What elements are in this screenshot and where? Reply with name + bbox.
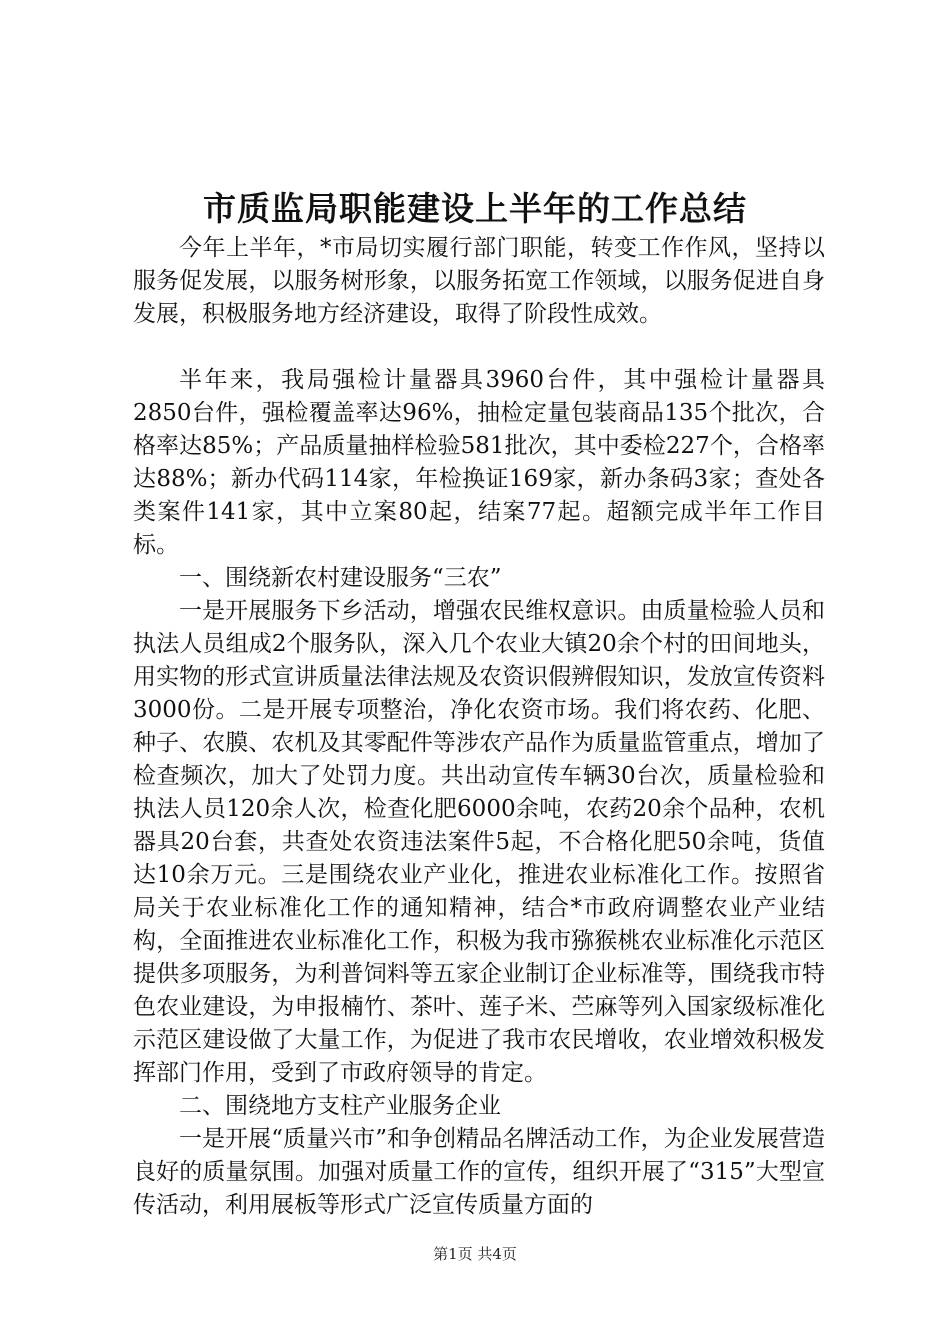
paragraph-section-2: 一是开展“质量兴市”和争创精品名牌活动工作，为企业发展营造良好的质量氛围。加强对质量工作的宣传，组织开展了“315”大型宣传活动，利用展板等形式广泛宣传质量方面的 xyxy=(133,1126,825,1218)
paragraph-statistics: 半年来，我局强检计量器具3960台件，其中强检计量器具2850台件，强检覆盖率达96%，抽检定量包装商品135个批次，合格率达85%；产品质量抽样检验581批次，其中委检227个，合格率达88%；新办代码114家，年检换证169家，新办条码3家；查处各类案件141家，其中立案80起，结案77起。超额完成半年工作目标。 xyxy=(133,367,825,558)
document-body xyxy=(133,232,825,1222)
document-title: 市质监局职能建设上半年的工作总结 xyxy=(203,189,747,228)
section-heading-2: 二、围绕地方支柱产业服务企业 xyxy=(179,1093,501,1119)
page-footer: 第1页 共4页 xyxy=(433,1245,517,1263)
paragraph-section-1: 一是开展服务下乡活动，增强农民维权意识。由质量检验人员和执法人员组成2个服务队，深入几个农业大镇20余个村的田间地头，用实物的形式宣讲质量法律法规及农资识假辨假知识，发放宣传资料3000份。二是开展专项整治，净化农资市场。我们将农药、化肥、种子、农膜、农机及其零配件等涉农产品作为质量监管重点，增加了检查频次，加大了处罚力度。共出动宣传车辆30台次，质量检验和执法人员120余人次，检查化肥6000余吨，农药20余个品种，农机器具20台套，共查处农资违法案件5起，不合格化肥50余吨，货值达10余万元。三是围绕农业产业化，推进农业标准化工作。按照省局关于农业标准化工作的通知精神，结合*市政府调整农业产业结构，全面推进农业标准化工作，积极为我市猕猴桃农业标准化示范区提供多项服务，为利普饲料等五家企业制订企业标准等，围绕我市特色农业建设，为申报楠竹、茶叶、莲子米、苎麻等列入国家级标准化示范区建设做了大量工作，为促进了我市农民增收，农业增效积极发挥部门作用，受到了市政府领导的肯定。 xyxy=(133,598,825,1086)
paragraph-intro: 今年上半年，*市局切实履行部门职能，转变工作作风，坚持以服务促发展，以服务树形象，以服务拓宽工作领域，以服务促进自身发展，积极服务地方经济建设，取得了阶段性成效。 xyxy=(133,235,825,327)
section-heading-1: 一、围绕新农村建设服务“三农” xyxy=(179,565,502,591)
